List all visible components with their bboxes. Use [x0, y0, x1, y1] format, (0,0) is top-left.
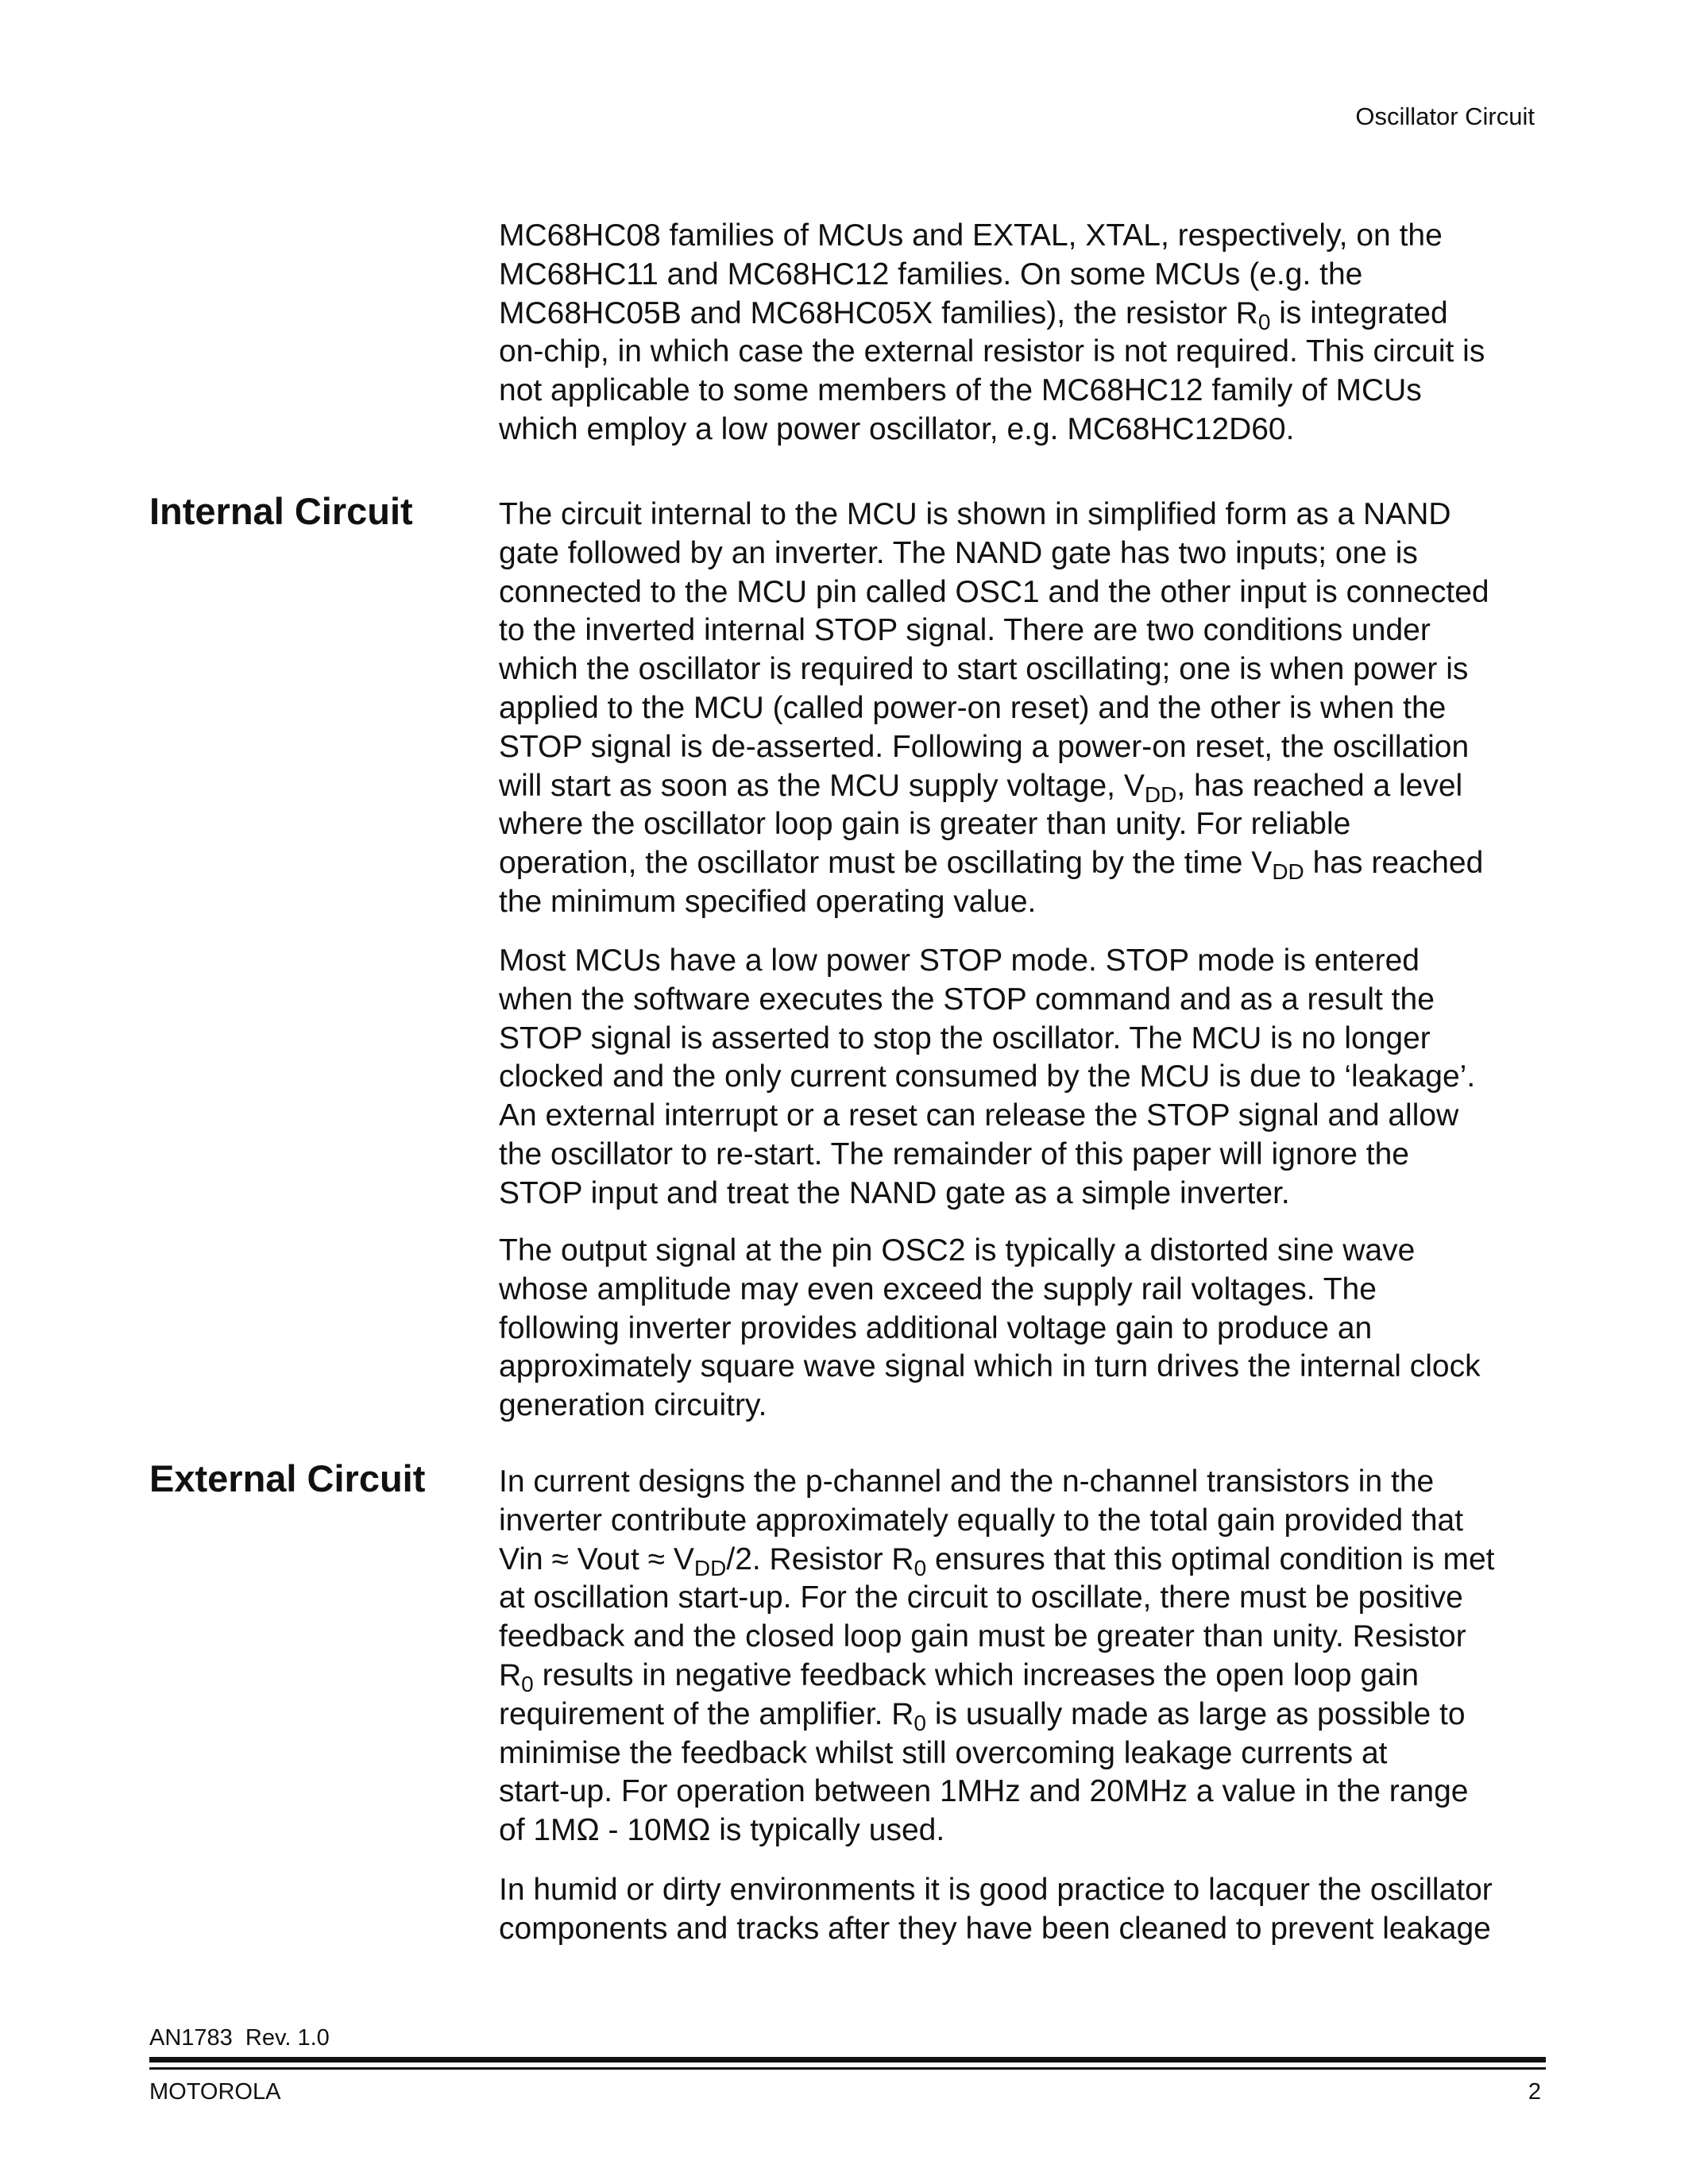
text-line: of 1MΩ - 10MΩ is typically used.	[499, 1813, 945, 1848]
text-line: MC68HC11 and MC68HC12 families. On some MCUs (e.g. the	[499, 257, 1363, 291]
text-line: minimise the feedback whilst still overcoming leakage currents at	[499, 1735, 1388, 1770]
company-name: MOTOROLA	[149, 2079, 281, 2105]
section-heading-external-circuit: External Circuit	[149, 1457, 426, 1499]
text-line: generation circuitry.	[499, 1388, 767, 1423]
text-line: applied to the MCU (called power-on reset) and the other is when the	[499, 690, 1447, 725]
text-line: An external interrupt or a reset can release the STOP signal and allow	[499, 1098, 1459, 1133]
text-line: at oscillation start-up. For the circuit to oscillate, there must be positive	[499, 1580, 1463, 1615]
paragraph	[499, 1232, 1539, 1426]
text-line: The circuit internal to the MCU is shown in simplified form as a NAND	[499, 497, 1451, 531]
text-line: The output signal at the pin OSC2 is typically a distorted sine wave	[499, 1233, 1416, 1268]
paragraph	[499, 1871, 1539, 1949]
text-line: clocked and the only current consumed by the MCU is due to ‘leakage’.	[499, 1059, 1476, 1094]
text-line: STOP input and treat the NAND gate as a simple inverter.	[499, 1175, 1290, 1210]
text-line: following inverter provides additional voltage gain to produce an	[499, 1310, 1373, 1345]
text-line: start-up. For operation between 1MHz and 20MHz a value in the range	[499, 1774, 1469, 1809]
text-line: approximately square wave signal which in turn drives the internal clock	[499, 1349, 1481, 1384]
text-line: where the oscillator loop gain is greater than unity. For reliable	[499, 807, 1351, 842]
text-line: not applicable to some members of the MC68HC12 family of MCUs	[499, 373, 1422, 408]
text-line: MC68HC05B and MC68HC05X families), the resistor $R_0$ is integrated	[499, 295, 1448, 334]
page-number: 2	[1528, 2079, 1541, 2105]
text-line: when the software executes the STOP command and as a result the	[499, 982, 1435, 1017]
text-line: the minimum specified operating value.	[499, 884, 1037, 919]
text-line: operation, the oscillator must be oscillating by the time $V_{DD}$ has reached	[499, 846, 1484, 885]
footer-rule-thick	[149, 2057, 1546, 2062]
document-revision: AN1783 Rev. 1.0	[149, 2025, 330, 2051]
paragraph	[499, 496, 1539, 922]
text-line: inverter contribute approximately equally to the total gain provided that	[499, 1503, 1464, 1538]
text-line: MC68HC08 families of MCUs and EXTAL, XTAL, respectively, on the	[499, 218, 1443, 253]
text-line: $R_0$ results in negative feedback which increases the open loop gain	[499, 1657, 1420, 1696]
text-line: In humid or dirty environments it is good practice to lacquer the oscillator	[499, 1873, 1493, 1907]
text-line: requirement of the amplifier. $R_0$ is usually made as large as possible to	[499, 1696, 1466, 1735]
text-line: on-chip, in which case the external resistor is not required. This circuit is	[499, 334, 1485, 369]
paragraph	[499, 1463, 1539, 1850]
text-line: STOP signal is de-asserted. Following a power-on reset, the oscillation	[499, 729, 1470, 764]
text-line: In current designs the p-channel and the n-channel transistors in the	[499, 1464, 1435, 1499]
text-line: to the inverted internal STOP signal. There are two conditions under	[499, 613, 1431, 648]
text-line: whose amplitude may even exceed the supply rail voltages. The	[499, 1271, 1377, 1306]
paragraph	[499, 217, 1539, 450]
text-line: which employ a low power oscillator, e.g. MC68HC12D60.	[499, 411, 1295, 446]
text-line: STOP signal is asserted to stop the oscillator. The MCU is no longer	[499, 1021, 1431, 1055]
footer-rule-thin	[149, 2067, 1546, 2070]
text-line: gate followed by an inverter. The NAND gate has two inputs; one is	[499, 535, 1418, 570]
text-line: will start as soon as the MCU supply voltage, $V_{DD}$, has reached a level	[499, 768, 1463, 807]
running-header: Oscillator Circuit	[1355, 102, 1535, 130]
text-line: which the oscillator is required to start oscillating; one is when power is	[499, 652, 1469, 687]
text-line: Vin ≈ Vout ≈ $V_{DD}/2$. Resistor $R_0$ ensures that this optimal condition is met	[499, 1542, 1495, 1580]
section-heading-internal-circuit: Internal Circuit	[149, 490, 413, 532]
text-line: components and tracks after they have been cleaned to prevent leakage	[499, 1911, 1491, 1946]
paragraph	[499, 942, 1539, 1214]
text-line: connected to the MCU pin called OSC1 and the other input is connected	[499, 574, 1489, 609]
text-line: the oscillator to re-start. The remainder of this paper will ignore the	[499, 1136, 1409, 1171]
text-line: Most MCUs have a low power STOP mode. STOP mode is entered	[499, 943, 1420, 978]
text-line: feedback and the closed loop gain must be greater than unity. Resistor	[499, 1619, 1466, 1654]
